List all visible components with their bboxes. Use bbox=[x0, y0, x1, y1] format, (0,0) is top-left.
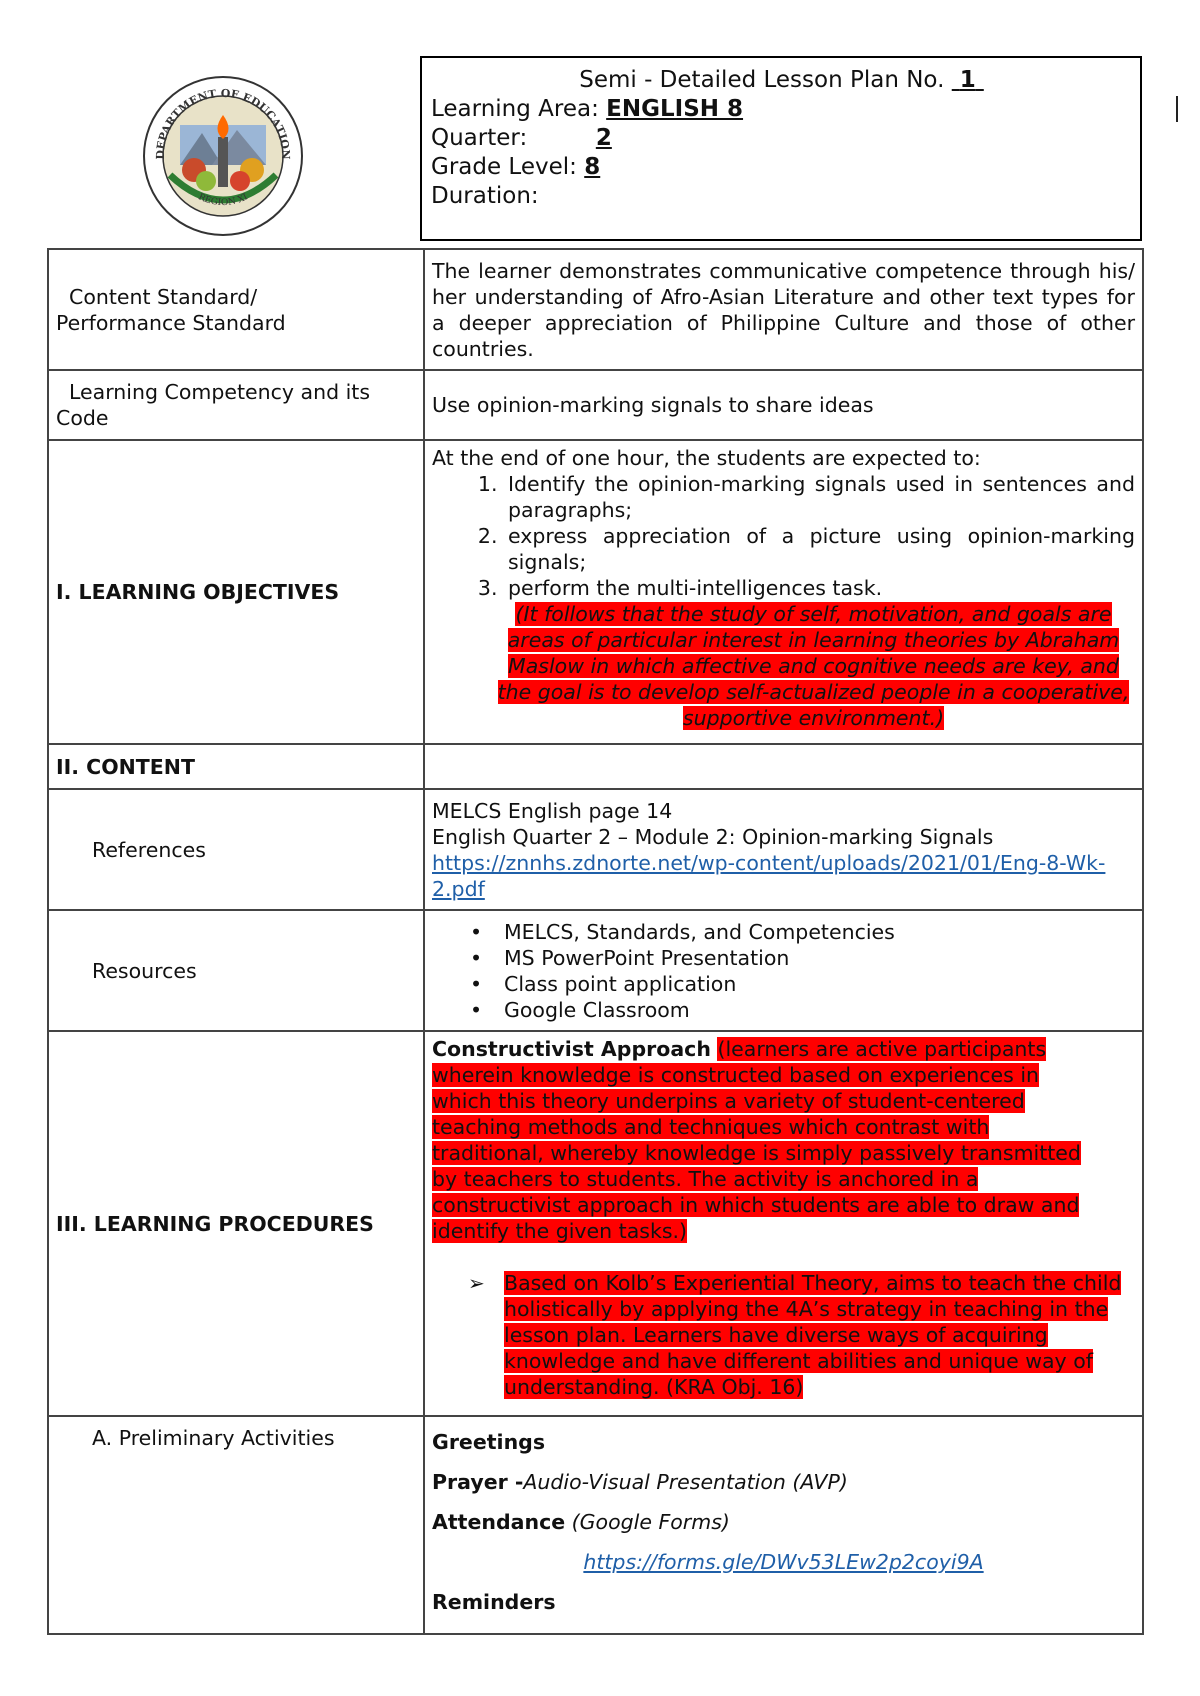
objectives-content bbox=[424, 440, 1143, 744]
learning-area-label: Learning Area: bbox=[431, 96, 599, 122]
reference-link[interactable]: https://znnhs.zdnorte.net/wp-content/uploads/2021/01/Eng-8-Wk-2.pdf bbox=[432, 850, 1106, 901]
plan-number: 1 bbox=[959, 67, 976, 93]
attendance-text: (Google Forms) bbox=[571, 1510, 730, 1534]
resources-label bbox=[48, 910, 424, 1031]
attendance-item bbox=[432, 1509, 1135, 1535]
reference-melcs: MELCS English page 14 bbox=[432, 798, 673, 823]
resource-item: • MS PowerPoint Presentation bbox=[504, 945, 1135, 971]
procedures-content bbox=[424, 1031, 1143, 1416]
preliminary-label-text: A. Preliminary Activities bbox=[92, 1426, 335, 1450]
kolb-text: Based on Kolb’s Experiential Theory, aims to teach the child holistically by applying the 4A’s strategy in teaching in the lesson plan. Learners have diverse ways of acquiring knowledge and have different abilities and unique way of understanding. (KRA Obj. 16) bbox=[504, 1271, 1122, 1399]
quarter-line bbox=[431, 124, 1132, 153]
references-label-text: References bbox=[92, 837, 206, 862]
constructivist-paragraph bbox=[432, 1036, 1135, 1244]
row-content bbox=[48, 744, 1143, 789]
competency-text: Use opinion-marking signals to share ideas bbox=[424, 370, 1143, 440]
deped-seal-logo bbox=[142, 75, 304, 237]
row-references bbox=[48, 789, 1143, 910]
maslow-note-text: (It follows that the study of self, motivation, and goals are areas of particular interest in learning theories by Abraham Maslow in which affective and cognitive needs are key, and the goal is to develop self-actualized people in a cooperative, supportive environment.) bbox=[497, 602, 1130, 730]
competency-label bbox=[48, 370, 424, 440]
attendance-form-link[interactable]: https://forms.gle/DWv53LEw2p2coyi9A bbox=[583, 1550, 984, 1574]
prayer-text: Audio-Visual Presentation (AVP) bbox=[523, 1470, 848, 1494]
preliminary-label bbox=[48, 1416, 424, 1634]
lesson-plan-table bbox=[47, 248, 1144, 1635]
quarter-label: Quarter: bbox=[431, 125, 528, 151]
text-cursor bbox=[1176, 96, 1178, 122]
reminders-item: Reminders bbox=[432, 1590, 556, 1614]
grade-label: Grade Level: bbox=[431, 154, 577, 180]
objectives-intro: At the end of one hour, the students are expected to: bbox=[432, 446, 981, 470]
reference-module: English Quarter 2 – Module 2: Opinion-marking Signals bbox=[432, 824, 994, 849]
plan-title-prefix: Semi - Detailed Lesson Plan No. bbox=[579, 67, 945, 93]
references-content bbox=[424, 789, 1143, 910]
content-standard-label bbox=[48, 249, 424, 370]
objective-item: 2. express appreciation of a picture using opinion-marking signals; bbox=[504, 523, 1135, 575]
lesson-plan-header bbox=[420, 56, 1142, 241]
learning-area-value: ENGLISH 8 bbox=[606, 96, 744, 122]
kolb-bullet bbox=[432, 1270, 1135, 1400]
quarter-value: 2 bbox=[595, 125, 612, 151]
row-competency bbox=[48, 370, 1143, 440]
content-standard-text: The learner demonstrates communicative competence through his/ her understanding of Afro-Asian Literature and other text types for a deeper appreciation of Philippine Culture and those of other countries. bbox=[424, 249, 1143, 370]
row-objectives bbox=[48, 440, 1143, 744]
content-standard-label-line2: Performance Standard bbox=[56, 310, 286, 335]
row-content-standard bbox=[48, 249, 1143, 370]
objective-item: 3. perform the multi-intelligences task. bbox=[504, 575, 1135, 601]
content-empty-cell bbox=[424, 744, 1143, 789]
greetings-item: Greetings bbox=[432, 1430, 546, 1454]
attendance-label: Attendance bbox=[432, 1510, 566, 1534]
arrow-bullet-icon: ➢ bbox=[468, 1271, 485, 1295]
resource-item: • Google Classroom bbox=[504, 997, 1135, 1023]
prayer-item bbox=[432, 1469, 1135, 1495]
references-label bbox=[48, 789, 424, 910]
kolb-text-wrap bbox=[504, 1270, 1135, 1400]
objectives-label: I. LEARNING OBJECTIVES bbox=[48, 440, 424, 744]
attendance-link-line bbox=[432, 1549, 1135, 1575]
resources-label-text: Resources bbox=[92, 958, 197, 983]
learning-area-line bbox=[431, 95, 1132, 124]
competency-label-line2: Code bbox=[56, 406, 109, 430]
resources-list bbox=[432, 919, 1135, 1023]
preliminary-content bbox=[424, 1416, 1143, 1634]
constructivist-text: (learners are active participants wherein knowledge is constructed based on experiences in which this theory underpins a variety of student-centered teaching methods and techniques which contrast with traditional, whereby knowledge is simply passively transmitted by teachers to students. The activity is anchored in a constructivist approach in which students are able to draw and identify the given tasks.) bbox=[432, 1037, 1081, 1243]
resource-item: • Class point application bbox=[504, 971, 1135, 997]
objective-item: 1. Identify the opinion-marking signals used in sentences and paragraphs; bbox=[504, 471, 1135, 523]
objectives-list bbox=[432, 471, 1135, 601]
duration-label: Duration: bbox=[431, 183, 539, 209]
prayer-label: Prayer - bbox=[432, 1470, 524, 1494]
row-preliminary bbox=[48, 1416, 1143, 1634]
svg-text:REGION XI: REGION XI bbox=[196, 192, 250, 209]
resource-item: • MELCS, Standards, and Competencies bbox=[504, 919, 1135, 945]
competency-label-line1: Learning Competency and its bbox=[69, 380, 371, 404]
row-procedures bbox=[48, 1031, 1143, 1416]
grade-value: 8 bbox=[584, 154, 601, 180]
content-label: II. CONTENT bbox=[48, 744, 424, 789]
svg-text:DEPARTMENT OF EDUCATION: DEPARTMENT OF EDUCATION bbox=[153, 86, 293, 160]
duration-line bbox=[431, 182, 1132, 211]
plan-title bbox=[431, 66, 1132, 95]
row-resources bbox=[48, 910, 1143, 1031]
procedures-label: III. LEARNING PROCEDURES bbox=[48, 1031, 424, 1416]
resources-content bbox=[424, 910, 1143, 1031]
constructivist-title: Constructivist Approach bbox=[432, 1037, 711, 1061]
grade-line bbox=[431, 153, 1132, 182]
maslow-note bbox=[432, 601, 1135, 731]
content-standard-label-line1: Content Standard/ bbox=[69, 284, 258, 309]
